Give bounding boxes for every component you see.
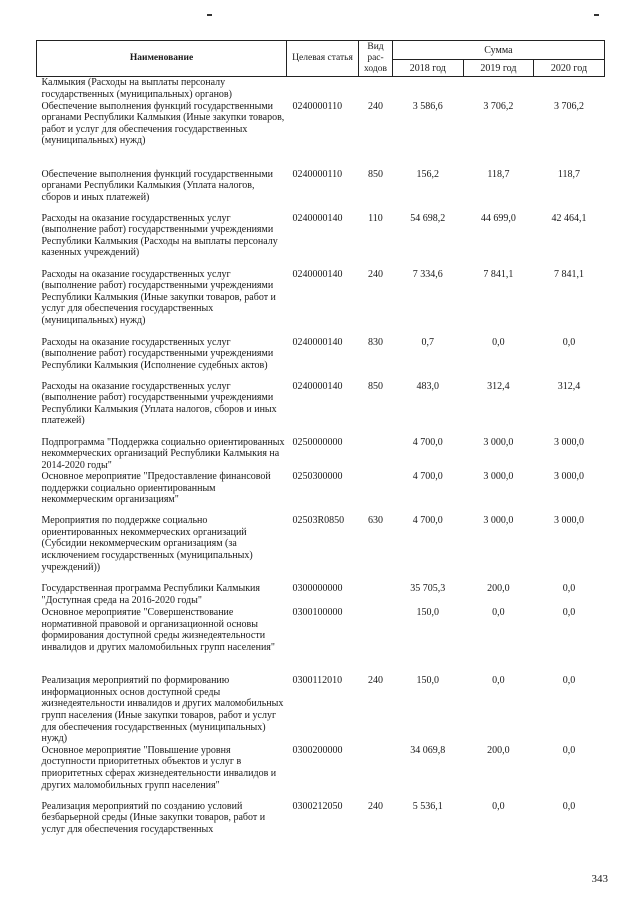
row-target-code: 0250000000 — [292, 436, 343, 448]
row-value-2020: 312,4 — [557, 380, 581, 392]
row-value-2020: 0,0 — [562, 336, 576, 348]
row-expense-type: 110 — [368, 212, 383, 224]
table-row — [37, 437, 605, 472]
header-sum: Сумма — [393, 41, 605, 60]
row-value-2019: 200,0 — [487, 744, 510, 756]
row-target-code: 0240000110 — [292, 168, 343, 180]
budget-table-page — [36, 40, 604, 845]
row-value-2020: 7 841,1 — [553, 268, 584, 280]
row-name: Мероприятия по поддержке социально ориентированных некоммерческих организаций (Субсидии некоммерческим организациям (за исключением государственных (муниципальных) учреждений)) — [41, 515, 253, 573]
row-value-2019: 0,0 — [492, 675, 505, 687]
row-name: Основное мероприятие "Предоставление финансовой поддержки социально ориентированным некоммерческим организациям" — [41, 471, 271, 506]
row-expense-type: 850 — [368, 380, 383, 392]
row-value-2019: 312,4 — [487, 380, 510, 392]
row-name: Основное мероприятие "Совершенствование нормативной правовой и организационной основы формирования доступной среды жизнедеятельности инвалидов и других маломобильных групп населения" — [41, 607, 275, 654]
table-row — [37, 675, 605, 745]
header-year-2020: 2020 год — [534, 60, 605, 77]
row-target-code — [287, 77, 359, 101]
row-target-code: 0300200000 — [292, 744, 343, 756]
row-name: Расходы на оказание государственных услуг (выполнение работ) государственными учреждениями Республики Калмыкия (Расходы на выплаты персоналу казенных учреждений) — [41, 212, 278, 259]
row-value-2019: 3 000,0 — [483, 436, 514, 448]
row-value-2018: 35 705,3 — [410, 583, 446, 595]
row-expense-type: 240 — [368, 100, 383, 112]
row-target-code: 0240000110 — [292, 100, 343, 112]
row-expense-type: 240 — [368, 800, 383, 812]
row-expense-type — [359, 471, 393, 515]
table-row — [37, 169, 605, 213]
row-value-2018: 54 698,2 — [410, 212, 446, 224]
row-expense-type — [359, 437, 393, 472]
row-value-2020: 0,0 — [562, 744, 576, 756]
page-number: 343 — [591, 873, 608, 885]
header-year-2019: 2019 год — [463, 60, 534, 77]
row-value-2018: 150,0 — [416, 607, 440, 619]
row-value-2020 — [534, 77, 605, 101]
row-value-2019 — [463, 77, 534, 101]
row-expense-type — [359, 77, 393, 101]
row-value-2020: 0,0 — [562, 607, 576, 619]
row-expense-type — [359, 583, 393, 607]
row-value-2018: 156,2 — [416, 168, 440, 180]
row-value-2018: 3 586,6 — [412, 100, 443, 112]
table-row — [37, 77, 605, 101]
row-value-2018: 4 700,0 — [412, 515, 443, 527]
table-row — [37, 337, 605, 381]
row-target-code: 0300112010 — [292, 675, 343, 687]
row-value-2018 — [393, 77, 464, 101]
table-row — [37, 607, 605, 675]
row-target-code: 0300212050 — [292, 800, 343, 812]
table-row — [37, 381, 605, 437]
row-name: Основное мероприятие "Повышение уровня доступности приоритетных объектов и услуг в приоритетных сферах жизнедеятельности инвалидов и других маломобильных групп населения" — [41, 744, 277, 791]
row-target-code: 0250300000 — [292, 471, 343, 483]
table-header — [37, 41, 605, 77]
row-value-2018: 4 700,0 — [412, 471, 443, 483]
row-value-2018: 0,7 — [421, 336, 435, 348]
budget-table — [36, 40, 605, 845]
row-expense-type — [359, 607, 393, 675]
row-target-code: 02503R0850 — [292, 515, 345, 527]
row-value-2020: 3 000,0 — [553, 436, 584, 448]
table-row — [37, 101, 605, 169]
row-value-2019: 118,7 — [487, 168, 510, 180]
row-value-2019: 3 706,2 — [483, 100, 514, 112]
row-name: Расходы на оказание государственных услуг (выполнение работ) государственными учреждениями Республики Калмыкия (Уплата налогов, сборов и иных платежей) — [41, 380, 277, 427]
row-name: Обеспечение выполнения функций государственными органами Республики Калмыкия (Уплата налогов, сборов и иных платежей) — [41, 168, 274, 203]
row-name: Государственная программа Республики Калмыкия "Доступная среда на 2016-2020 годы" — [41, 583, 261, 606]
row-value-2018: 7 334,6 — [412, 268, 443, 280]
row-value-2019: 200,0 — [487, 583, 510, 595]
row-name: Реализация мероприятий по формированию информационных основ доступной среды жизнедеятельности инвалидов и других маломобильных групп населения (Иные закупки товаров, работ и услуг для обеспечения государственных (муниципальных) нужд) — [41, 675, 284, 745]
row-value-2019: 0,0 — [492, 800, 505, 812]
row-name: Подпрограмма "Поддержка социально ориентированных некоммерческих организаций Республики Калмыкия на 2014-2020 годы" — [41, 436, 285, 471]
row-value-2020: 42 464,1 — [551, 212, 587, 224]
row-value-2019: 0,0 — [492, 336, 505, 348]
row-value-2018: 5 536,1 — [412, 800, 443, 812]
row-value-2020: 0,0 — [562, 583, 576, 595]
row-expense-type: 240 — [368, 268, 383, 280]
row-target-code: 0240000140 — [292, 336, 343, 348]
row-target-code: 0300000000 — [292, 583, 343, 595]
scan-mark-right — [594, 14, 599, 16]
row-value-2018: 150,0 — [416, 675, 440, 687]
header-vid: Вид рас-ходов — [359, 41, 393, 77]
row-value-2018: 4 700,0 — [412, 436, 443, 448]
row-value-2018: 483,0 — [416, 380, 440, 392]
row-expense-type — [359, 745, 393, 801]
table-row — [37, 583, 605, 607]
row-value-2019: 7 841,1 — [483, 268, 514, 280]
row-value-2020: 0,0 — [562, 675, 576, 687]
row-target-code: 0240000140 — [292, 380, 343, 392]
table-row — [37, 745, 605, 801]
row-expense-type: 830 — [368, 336, 383, 348]
row-expense-type: 630 — [368, 515, 383, 527]
row-target-code: 0240000140 — [292, 268, 343, 280]
scan-mark-left — [207, 14, 212, 16]
row-value-2020: 0,0 — [562, 800, 576, 812]
row-value-2020: 3 000,0 — [553, 515, 584, 527]
header-year-2018: 2018 год — [393, 60, 464, 77]
row-name: Обеспечение выполнения функций государственными органами Республики Калмыкия (Иные закупки товаров, работ и услуг для обеспечения государственных (муниципальных) нужд) — [41, 100, 285, 147]
table-row — [37, 471, 605, 515]
header-name: Наименование — [37, 41, 287, 77]
row-value-2020: 3 706,2 — [553, 100, 584, 112]
table-body — [37, 77, 605, 845]
table-row — [37, 269, 605, 337]
table-row — [37, 801, 605, 845]
row-name: Калмыкия (Расходы на выплаты персоналу государственных (муниципальных) органов) — [41, 77, 232, 100]
row-expense-type: 850 — [368, 168, 383, 180]
row-name: Реализация мероприятий по созданию условий безбарьерной среды (Иные закупки товаров, работ и услуг для обеспечения государственных — [41, 800, 266, 836]
row-expense-type: 240 — [368, 675, 383, 687]
row-value-2019: 3 000,0 — [483, 515, 514, 527]
table-row — [37, 213, 605, 269]
row-target-code: 0300100000 — [292, 607, 343, 619]
header-code: Целевая статья — [287, 41, 359, 77]
row-value-2019: 3 000,0 — [483, 471, 514, 483]
row-name: Расходы на оказание государственных услуг (выполнение работ) государственными учреждениями Республики Калмыкия (Иные закупки товаров, работ и услуг для обеспечения государственных (муниципальных) нужд) — [41, 268, 276, 326]
row-target-code: 0240000140 — [292, 212, 343, 224]
table-row — [37, 515, 605, 583]
row-value-2020: 3 000,0 — [553, 471, 584, 483]
row-value-2020: 118,7 — [557, 168, 581, 180]
row-name: Расходы на оказание государственных услуг (выполнение работ) государственными учреждениями Республики Калмыкия (Исполнение судебных актов) — [41, 336, 274, 371]
row-value-2019: 0,0 — [492, 607, 505, 619]
row-value-2019: 44 699,0 — [480, 212, 516, 224]
row-value-2018: 34 069,8 — [410, 744, 446, 756]
